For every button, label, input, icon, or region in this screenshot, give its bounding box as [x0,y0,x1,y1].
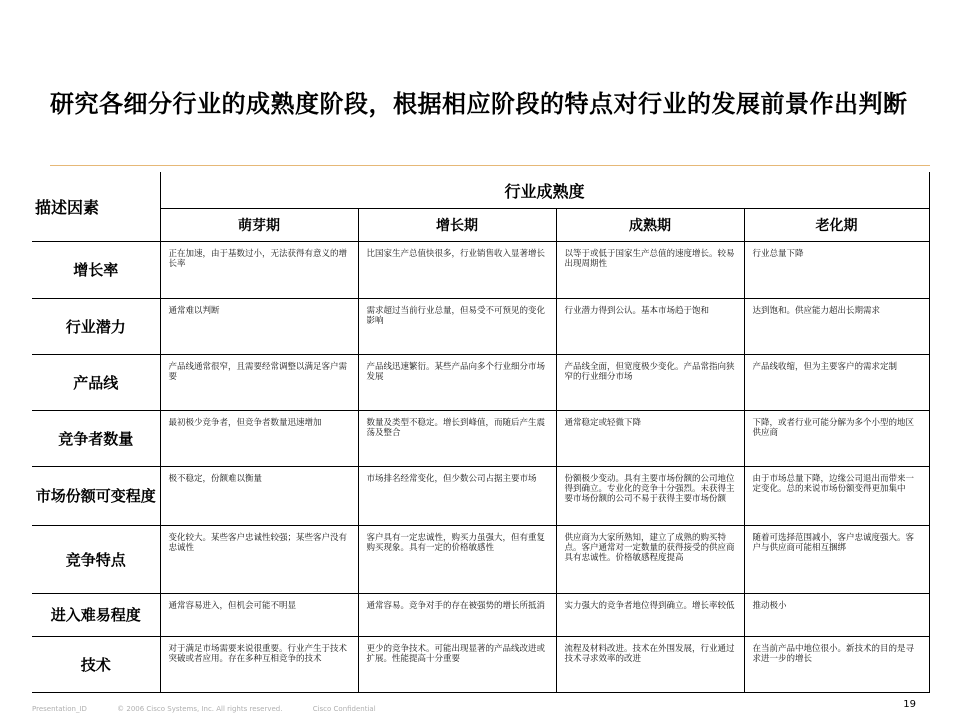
table-row-growth-rate [32,242,929,299]
row-label: 竞争特点 [32,526,160,594]
table-cell: 通常稳定或轻微下降 [556,411,744,467]
table-cell: 通常容易进入，但机会可能不明显 [160,594,358,637]
stage-header-embryonic: 萌芽期 [160,209,358,242]
table-row-competitor-count [32,411,929,467]
footer-confidential: Cisco Confidential [312,705,376,713]
slide-footer [32,705,404,713]
table-cell: 数量及类型不稳定。增长到峰值，而随后产生震荡及整合 [358,411,556,467]
table-row-industry-potential [32,299,929,355]
table-cell: 下降，或者行业可能分解为多个小型的地区供应商 [744,411,929,467]
table-cell: 产品线通常很窄，且需要经常调整以满足客户需要 [160,355,358,411]
table-cell: 最初极少竞争者，但竞争者数量迅速增加 [160,411,358,467]
table-cell: 产品线收缩，但为主要客户的需求定制 [744,355,929,411]
table-cell: 变化较大。某些客户忠诚性较强；某些客户没有忠诚性 [160,526,358,594]
row-label: 产品线 [32,355,160,411]
table-cell: 需求超过当前行业总量，但易受不可预见的变化影响 [358,299,556,355]
table-cell: 市场排名经常变化，但少数公司占据主要市场 [358,467,556,526]
table-row-product-line [32,355,929,411]
table-cell: 产品线全面，但宽度极少变化。产品常指向狭窄的行业细分市场 [556,355,744,411]
footer-presentation-id: Presentation_ID [32,705,87,713]
table-row-market-share [32,467,929,526]
maturity-matrix-table [32,172,930,693]
factor-header: 描述因素 [35,198,100,217]
footer-copyright: © 2006 Cisco Systems, Inc. All rights reserved. [117,705,283,713]
table-cell: 极不稳定，份额难以衡量 [160,467,358,526]
row-label: 进入难易程度 [32,594,160,637]
table-cell: 达到饱和。供应能力超出长期需求 [744,299,929,355]
slide-title: 研究各细分行业的成熟度阶段，根据相应阶段的特点对行业的发展前景作出判断 [50,90,908,118]
table-cell: 客户具有一定忠诚性，购买力虽强大，但有重复购买现象。具有一定的价格敏感性 [358,526,556,594]
table-cell: 份额极少变动。具有主要市场份额的公司地位得到确立。专业化的竞争十分强烈。未获得主要市场份额的公司不易于获得主要市场份额 [556,467,744,526]
table-cell: 行业总量下降 [744,242,929,299]
title-divider [50,165,930,166]
row-label: 竞争者数量 [32,411,160,467]
table-row-entry-barrier [32,594,929,637]
table-row-technology [32,637,929,693]
row-label: 增长率 [32,242,160,299]
table-cell: 比国家生产总值快很多，行业销售收入显著增长 [358,242,556,299]
table-cell: 在当前产品中地位很小。新技术的目的是寻求进一步的增长 [744,637,929,693]
table-cell: 以等于或低于国家生产总值的速度增长。较易出现周期性 [556,242,744,299]
table-cell: 流程及材料改进。技术在外围发展，行业通过技术寻求效率的改进 [556,637,744,693]
page-number: 19 [903,699,916,710]
table-cell: 对于满足市场需要来说很重要。行业产生于技术突破或者应用。存在多种互相竞争的技术 [160,637,358,693]
maturity-group-header: 行业成熟度 [160,172,929,209]
table-cell: 行业潜力得到公认。基本市场趋于饱和 [556,299,744,355]
table-cell: 产品线迅速繁衍。某些产品向多个行业细分市场发展 [358,355,556,411]
table-row-competition [32,526,929,594]
row-label: 技术 [32,637,160,693]
table-cell: 供应商为大家所熟知，建立了成熟的购买特点。客户通常对一定数量的获得接受的供应商具有忠诚性。价格敏感程度提高 [556,526,744,594]
stage-header-aging: 老化期 [744,209,929,242]
table-cell: 更少的竞争技术。可能出现显著的产品线改进或扩展。性能提高十分重要 [358,637,556,693]
table-cell: 随着可选择范围减小，客户忠诚度强大。客户与供应商可能相互捆绑 [744,526,929,594]
table-cell: 通常难以判断 [160,299,358,355]
row-label: 市场份额可变程度 [32,467,160,526]
table-cell: 实力强大的竞争者地位得到确立。增长率较低 [556,594,744,637]
stage-header-growth: 增长期 [358,209,556,242]
row-label: 行业潜力 [32,299,160,355]
table-cell: 由于市场总量下降，边缘公司退出而带来一定变化。总的来说市场份额变得更加集中 [744,467,929,526]
stage-header-mature: 成熟期 [556,209,744,242]
table-cell: 推动极小 [744,594,929,637]
table-cell: 通常容易。竞争对手的存在被强势的增长所抵消 [358,594,556,637]
table-cell: 正在加速，由于基数过小，无法获得有意义的增长率 [160,242,358,299]
